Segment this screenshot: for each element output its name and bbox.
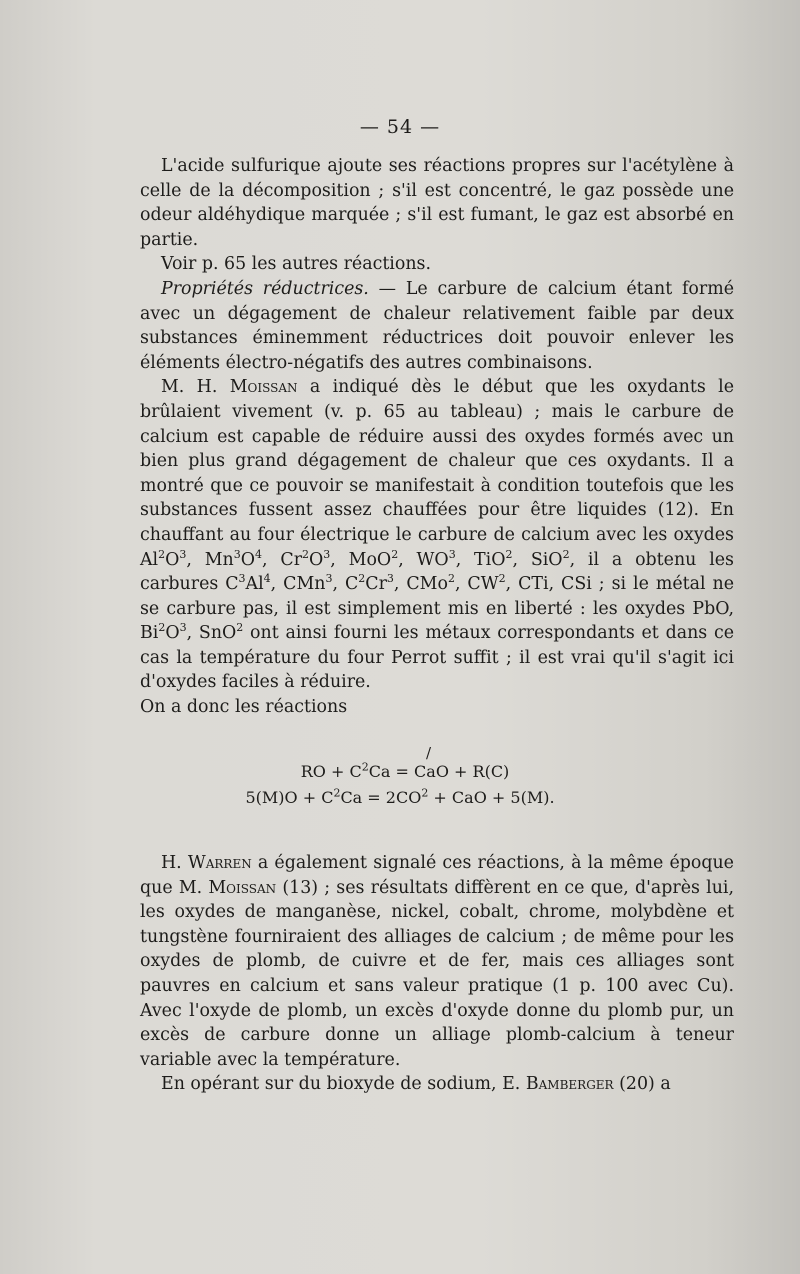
text-run: , CMn [270,574,326,595]
superscript: 4 [263,572,271,586]
text-run: , il a obtenu les carbures C [140,549,734,595]
second-text-block [140,851,734,1097]
superscript: 3 [386,572,394,586]
text-run: a indiqué dès le début que les oxydants le brûlaient vivement (v. p. 65 au tableau) ; mais le carbure de calcium est capable de réduire aussi des oxydes formés avec un bien plus grand dégagement de chaleur que ces oxydants. Il a montré que ce pouvoir se manifestait à condition toutefois que les substances fussent assez chauffées pour être liquides (12). En chauffant au four électrique le carbure de calcium avec les oxydes Al [140,377,734,570]
superscript: 2 [333,786,341,800]
text-run: O [309,549,324,570]
superscript: 3 [448,547,456,561]
page-number: — 54 — [359,116,441,138]
text-run: (20) a [613,1074,671,1095]
text-run: Cr [365,574,387,595]
equation-part: Ca = 2CO [340,788,422,807]
equation-part: Ca = CaO + R(C) [368,762,510,781]
superscript: 2 [447,572,455,586]
text-run: M. H. [161,377,230,398]
paragraph-warren [140,851,734,1072]
paragraph-bamberger [140,1072,734,1097]
equation-part: RO + C [300,762,362,781]
text-run: (13) ; ses résultats diffèrent en ce que, d'après lui, les oxydes de manganèse, nickel, cobalt, chrome, molybdène et tungstène fourniraient des alliages de calcium ; de même pour les oxydes de plomb, de cuivre et de fer, mais ces alliages sont pauvres en calcium et sans valeur pratique (1 p. 100 avec Cu). Avec l'oxyde de plomb, un excès d'oxyde donne du plomb pur, un excès de carbure donne un alliage plomb-calcium à teneur variable avec la température. [140,877,734,1070]
ink-mark: / [426,744,432,762]
text-run: , Mn [186,549,234,570]
text-run: , SiO [512,549,563,570]
text-run: En opérant sur du bioxyde de sodium, E. [161,1074,526,1095]
text-run: , WO [398,549,449,570]
superscript: 2 [562,547,570,561]
paragraph-sulfuric-acid: L'acide sulfurique ajoute ses réactions propres sur l'acétylène à celle de la décomposition ; s'il est concentré, le gaz possède une odeur aldéhydique marquée ; s'il est fumant, le gaz est absorbé en partie. [140,156,734,250]
author-name: Warren [187,853,252,873]
text-run: Al [245,574,264,595]
superscript: 2 [421,786,429,800]
superscript: 3 [325,572,333,586]
superscript: 3 [323,547,331,561]
section-heading-reducing-properties: Propriétés réductrices. [161,278,369,299]
paragraph-reducing-properties [140,277,734,375]
superscript: 2 [302,547,310,561]
superscript: 4 [255,547,263,561]
paragraph-see-page: Voir p. 65 les autres réactions. [161,254,431,275]
superscript: 2 [236,621,244,635]
text-run: , SnO [186,623,237,644]
superscript: 3 [238,572,246,586]
equation-1 [0,762,800,781]
text-run: O [165,549,180,570]
paragraph-text: — Le carbure de calcium étant formé avec un dégagement de chaleur relativement faible par deux substances éminemment réductrices doit pouvoir enlever les éléments électro-négatifs des autres combinaisons. [140,278,734,373]
text-run: , TiO [455,549,506,570]
author-name: Moissan [208,877,277,898]
text-run: O [240,549,256,570]
text-run: ont ainsi fourni les métaux correspondants et dans ce cas la température du four Perrot suffit ; il est vrai qu'il s'agit ici d'oxydes faciles à réduire. [140,623,734,693]
text-run: H. [161,853,188,873]
superscript: 2 [358,572,366,586]
author-name: Bamberger [525,1074,614,1095]
superscript: 2 [498,572,506,586]
paragraph-moissan [140,375,734,695]
superscript: 3 [233,547,241,561]
author-name: Moissan [229,377,298,398]
superscript: 2 [391,547,399,561]
paragraph-reactions-intro: On a donc les réactions [140,697,348,718]
equation-2 [0,788,800,807]
text-run: a également signalé ces réactions, à la même époque que M. [140,853,734,898]
superscript: 2 [158,547,166,561]
text-run: O [165,623,180,644]
superscript: 3 [179,547,187,561]
superscript: 2 [505,547,513,561]
superscript: 3 [179,621,187,635]
superscript: 2 [158,621,166,635]
text-run: , CTi, CSi ; si le métal ne se carbure pas, il est simplement mis en liberté : les oxydes PbO, Bi [140,574,734,644]
text-run: , CMo [393,574,448,595]
equation-part: 5(M)O + C [245,788,334,807]
superscript: 2 [361,760,369,774]
text-run: , C [332,574,359,595]
main-text-block [140,154,734,720]
equation-part: + CaO + 5(M). [428,788,555,807]
text-run: , Cr [262,549,303,570]
text-run: , MoO [330,549,392,570]
text-run: , CW [454,574,499,595]
